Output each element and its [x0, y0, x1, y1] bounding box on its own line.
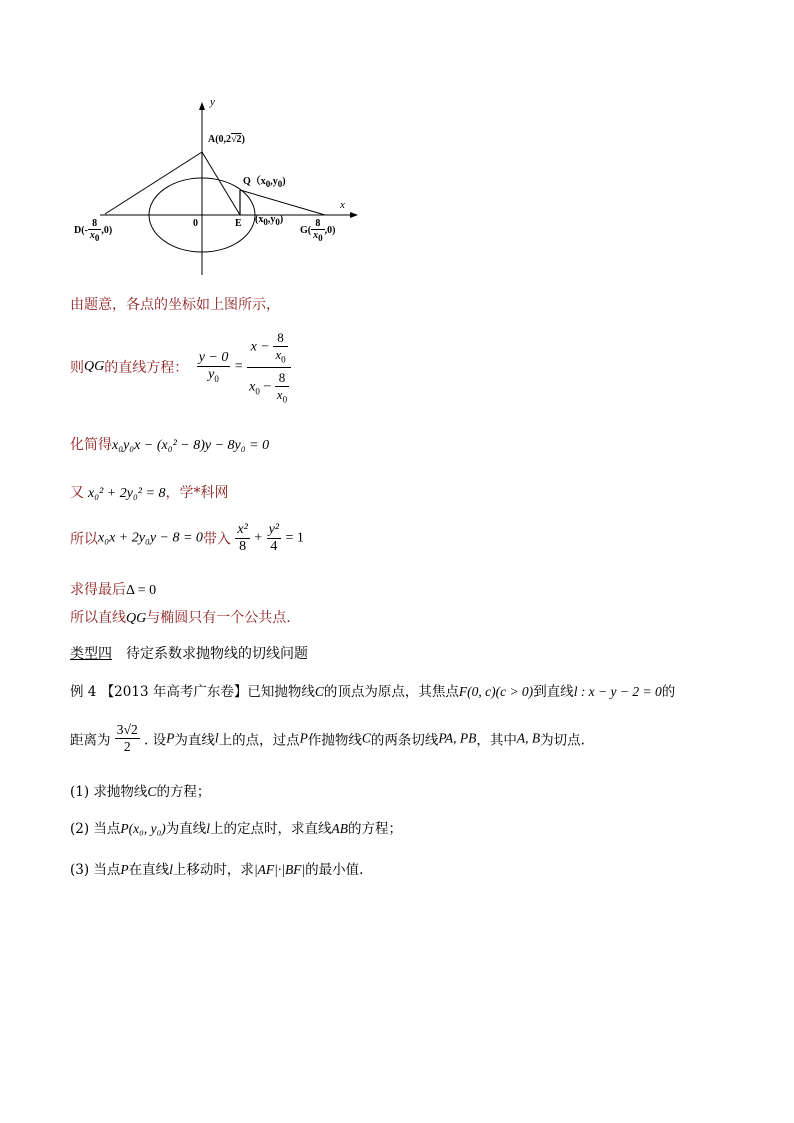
example-line-1: 例 4 【2013 年高考广东卷】已知抛物线C的顶点为原点，其焦点F(0, c)(c > 0)到直线l : x − y − 2 = 0的: [70, 684, 676, 700]
line-AE: [202, 152, 240, 215]
x-axis-label: x: [340, 199, 345, 211]
text-line-4: 又 x₀² + 2y₀² = 8，学*科网: [70, 485, 229, 501]
text-line-5: 所以x₀x + 2y₀y − 8 = 0带入 $\frac{\text{x²}}{8}$ + $\frac{\text{y²}}{4}$ = 1: [70, 522, 304, 554]
question-1: (1) 求抛物线C的方程；: [70, 784, 211, 800]
text-line-3: 化简得x₀y₀x − (x₀² − 8)y − 8y₀ = 0: [70, 437, 270, 453]
point-Q-label: $Q(x_0,y_0)$: [243, 176, 286, 189]
example-line-2: 距离为 $\frac{3√2}{2}$ . 设P为直线l上的点，过点P作抛物线C的两条切线PA, PB，其中A, B为切点.: [70, 722, 585, 754]
text-line-1: 由题意，各点的坐标如上图所示，: [70, 297, 280, 313]
rhs-fraction: x − $\frac{8}{x_0}$ $x_0$ − $\frac{8}{x_0}$: [247, 330, 291, 404]
y-axis-arrow: [199, 102, 205, 110]
coordinate-figure: [74, 90, 370, 290]
text-line-7: 所以直线QG与椭圆只有一个公共点.: [70, 610, 291, 626]
point-A-label: A(0,2√2): [208, 134, 245, 145]
text-line-2: 则QG的直线方程： $\frac{y - 0}{y_0}$ = x − $\frac{8}{x_0}$ $x_0$ − $\frac{8}{x_0}$: [70, 330, 291, 404]
line-QG: [240, 190, 325, 215]
point-E-coord: $(x_0,y_0)$: [255, 214, 284, 227]
point-G-label: G( $\frac{8}{x_0}$ ,0): [300, 218, 336, 243]
point-D-label: D(- $\frac{8}{x_0}$ ,0): [74, 218, 113, 243]
question-3: (3) 当点P在直线l上移动时，求|AF|·|BF|的最小值.: [70, 862, 364, 878]
section-heading: 类型四 待定系数求抛物线的切线问题: [70, 646, 308, 662]
lhs-fraction: $\frac{y - 0}{y_0}$: [198, 350, 229, 384]
point-E-label: E: [235, 218, 242, 229]
y-axis-label: y: [210, 96, 215, 108]
question-2: (2) 当点P(x₀, y₀)为直线l上的定点时，求直线AB的方程；: [70, 821, 403, 837]
x-axis-arrow: [350, 212, 358, 218]
figure-svg: [80, 90, 370, 290]
text-line-6: 求得最后Δ = 0: [70, 582, 157, 598]
line-DA: [105, 152, 202, 214]
origin-label: 0: [193, 218, 198, 229]
